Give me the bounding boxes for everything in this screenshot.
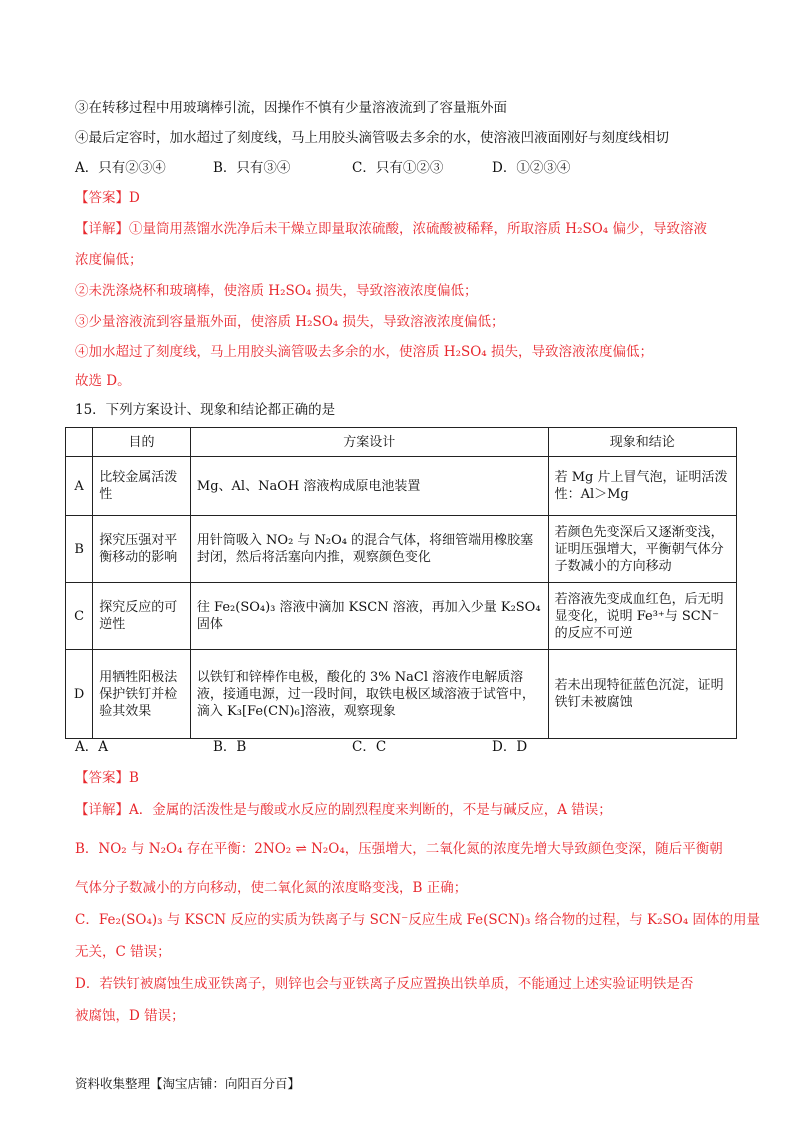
question-15-table: [65, 427, 737, 739]
q15-option-d: D．D: [492, 739, 528, 755]
prev-detail-1: 【详解】①量筒用蒸馏水洗净后未干燥立即量取浓硫酸，浓硫酸被稀释，所取溶质 H₂SO₄ 偏少，导致溶液: [75, 221, 707, 237]
prev-detail-4: ④加水超过了刻度线，马上用胶头滴管吸去多余的水，使溶质 H₂SO₄ 损失，导致溶液浓度偏低；: [75, 344, 653, 360]
row-design: Mg、Al、NaOH 溶液构成原电池装置: [190, 457, 548, 516]
table-row: [66, 516, 737, 583]
row-purpose: 探究压强对平衡移动的影响: [93, 516, 191, 583]
row-purpose: 用牺牲阳极法保护铁钉并检验其效果: [93, 650, 191, 739]
prev-item-4: ④最后定容时，加水超过了刻度线，马上用胶头滴管吸去多余的水，使溶液凹液面刚好与刻度线相切: [75, 130, 669, 146]
table-header-row: [66, 428, 737, 457]
prev-detail-3: ③少量溶液流到容量瓶外面，使溶质 H₂SO₄ 损失，导致溶液浓度偏低；: [75, 314, 505, 330]
header-purpose: 目的: [93, 428, 191, 457]
prev-option-b: B．只有③④: [213, 160, 291, 176]
q15-detail-c-2: 无关，C 错误；: [75, 944, 171, 960]
q15-detail-b-2: 气体分子数减小的方向移动，使二氧化氮的浓度略变浅，B 正确；: [75, 880, 468, 896]
row-design: 往 Fe₂(SO₄)₃ 溶液中滴加 KSCN 溶液，再加入少量 K₂SO₄ 固体: [190, 583, 548, 650]
q15-detail-c-1: C．Fe₂(SO₄)₃ 与 KSCN 反应的实质为铁离子与 SCN⁻反应生成 Fe(SCN)₃ 络合物的过程，与 K₂SO₄ 固体的用量: [75, 912, 761, 928]
row-label: A: [66, 457, 93, 516]
row-label: B: [66, 516, 93, 583]
row-result: 若 Mg 片上冒气泡，证明活泼性：Al＞Mg: [548, 457, 736, 516]
row-result: 若未出现特征蓝色沉淀，证明铁钉未被腐蚀: [548, 650, 736, 739]
prev-answer: 【答案】D: [75, 190, 140, 206]
prev-option-d: D．①②③④: [492, 160, 571, 176]
q15-option-b: B．B: [213, 739, 247, 755]
question-15-stem: 15．下列方案设计、现象和结论都正确的是: [75, 402, 336, 418]
q15-detail-d-1: D．若铁钉被腐蚀生成亚铁离子，则锌也会与亚铁离子反应置换出铁单质，不能通过上述实验证明铁是否: [75, 976, 694, 992]
q15-detail-d-2: 被腐蚀，D 错误；: [75, 1008, 185, 1024]
q15-detail-a: 【详解】A．金属的活泼性是与酸或水反应的剧烈程度来判断的，不是与碱反应，A 错误；: [75, 802, 612, 818]
prev-detail-1b: 浓度偏低；: [75, 252, 143, 268]
prev-detail-2: ②未洗涤烧杯和玻璃棒，使溶质 H₂SO₄ 损失，导致溶液浓度偏低；: [75, 283, 478, 299]
row-design: 用针筒吸入 NO₂ 与 N₂O₄ 的混合气体，将细管端用橡胶塞封闭，然后将活塞向内推，观察颜色变化: [190, 516, 548, 583]
q15-option-a: A．A: [75, 739, 108, 755]
header-design: 方案设计: [190, 428, 548, 457]
row-label: D: [66, 650, 93, 739]
row-purpose: 探究反应的可逆性: [93, 583, 191, 650]
q15-option-c: C．C: [352, 739, 387, 755]
prev-conclusion: 故选 D。: [75, 373, 131, 389]
prev-option-a: A．只有②③④: [75, 160, 166, 176]
q15-detail-b-1: B．NO₂ 与 N₂O₄ 存在平衡：2NO₂ ⇌ N₂O₄，压强增大，二氧化氮的浓度先增大导致颜色变深，随后平衡朝: [75, 841, 723, 857]
header-result: 现象和结论: [548, 428, 736, 457]
row-design: 以铁钉和锌棒作电极，酸化的 3% NaCl 溶液作电解质溶液，接通电源，过一段时间，取铁电极区域溶液于试管中，滴入 K₃[Fe(CN)₆]溶液，观察现象: [190, 650, 548, 739]
row-purpose: 比较金属活泼性: [93, 457, 191, 516]
q15-answer: 【答案】B: [75, 770, 139, 786]
prev-item-3: ③在转移过程中用玻璃棒引流，因操作不慎有少量溶液流到了容量瓶外面: [75, 100, 507, 116]
row-label: C: [66, 583, 93, 650]
table-row: [66, 583, 737, 650]
table-row: [66, 650, 737, 739]
prev-option-c: C．只有①②③: [352, 160, 444, 176]
row-result: 若颜色先变深后又逐渐变浅，证明压强增大，平衡朝气体分子数减小的方向移动: [548, 516, 736, 583]
header-label: [66, 428, 93, 457]
row-result: 若溶液先变成血红色，后无明显变化，说明 Fe³⁺与 SCN⁻的反应不可逆: [548, 583, 736, 650]
table-row: [66, 457, 737, 516]
page-footer: 资料收集整理【淘宝店铺：向阳百分百】: [75, 1076, 301, 1091]
